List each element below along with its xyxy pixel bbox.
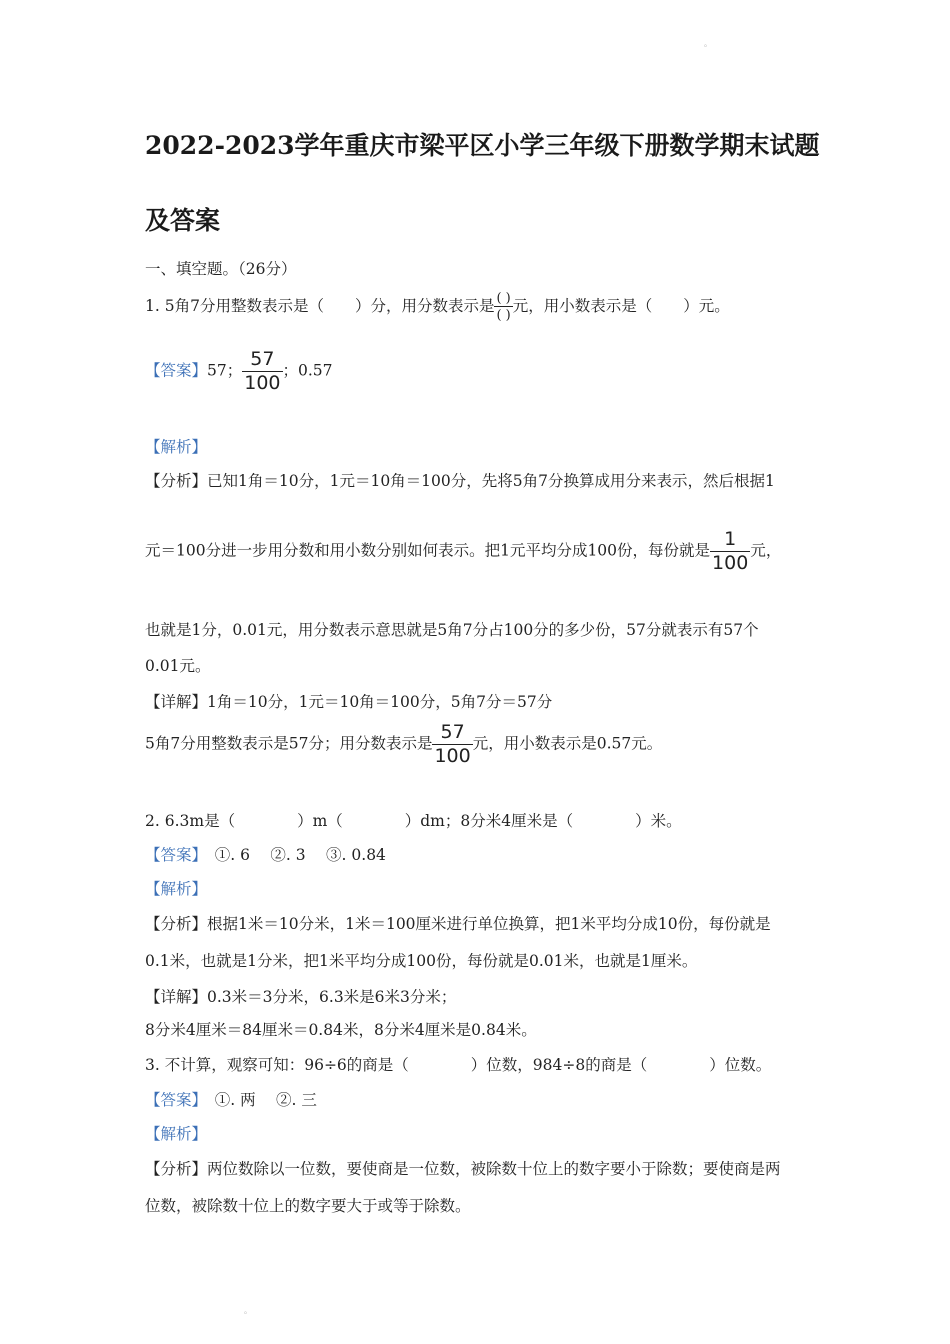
question-1-text-start: 1. 5角7分用整数表示是（ ）分，用分数表示是: [145, 297, 495, 315]
question-1: [145, 292, 730, 322]
fenxi-tag: 【分析】: [145, 472, 208, 490]
fenxi-text: 已知1角＝10分，1元＝10角＝100分，先将5角7分换算成用分来表示，然后根据1: [207, 472, 775, 490]
blank-numerator: ( ): [496, 291, 511, 306]
blank-fraction: [494, 292, 512, 322]
detail-text: 5角7分用整数表示是57分；用分数表示是: [145, 734, 433, 753]
fenxi-1-line2: [145, 530, 781, 573]
top-dot: 。: [704, 39, 712, 48]
detail-fraction: [432, 723, 472, 766]
fraction-denominator: 100: [244, 372, 281, 394]
fenxi-3-line2: 位数，被除数十位上的数字要大于或等于除数。: [145, 1197, 471, 1215]
fraction-numerator: 57: [432, 723, 472, 745]
page-title-line2: 及答案: [145, 206, 221, 235]
fenxi-2-line2: 0.1米，也就是1分米，把1米平均分成100份，每份就是0.01米，也就是1厘米。: [145, 952, 698, 970]
fenxi-tag: 【分析】: [145, 1160, 208, 1178]
detail-tag: 【详解】: [145, 988, 208, 1006]
bottom-dot: 。: [244, 1306, 252, 1315]
answer-1: [145, 350, 333, 393]
answer-1-int: 57；: [207, 361, 243, 380]
detail-2-line2: 8分米4厘米＝84厘米＝0.84米，8分米4厘米是0.84米。: [145, 1021, 537, 1039]
page-title-line1: 2022-2023学年重庆市梁平区小学三年级下册数学期末试题: [145, 131, 820, 160]
fenxi-text: 两位数除以一位数，要使商是一位数，被除数十位上的数字要小于除数；要使商是两: [207, 1160, 781, 1178]
question-1-text-end: 元，用小数表示是（ ）元。: [512, 297, 730, 315]
analysis-tag-2: 【解析】: [145, 880, 208, 898]
answer-text: ①. 6 ②. 3 ③. 0.84: [199, 846, 386, 864]
blank-denominator: ( ): [496, 308, 511, 323]
answer-3: [145, 1090, 317, 1110]
fenxi-text: 根据1米＝10分米，1米＝100厘米进行单位换算，把1米平均分成10份，每份就是: [207, 915, 771, 933]
fenxi-3-line1: [145, 1159, 781, 1179]
answer-1-decimal: ；0.57: [282, 361, 333, 380]
detail-2-line1: [145, 987, 456, 1007]
answer-text: ①. 两 ②. 三: [199, 1091, 317, 1109]
detail-text: 1角＝10分，1元＝10角＝100分，5角7分＝57分: [207, 693, 553, 711]
detail-text: 元，用小数表示是0.57元。: [472, 734, 663, 753]
section-heading: 一、填空题。（26分）: [145, 260, 297, 278]
fraction-numerator: 57: [242, 350, 282, 372]
fraction-denominator: 100: [434, 745, 471, 767]
fenxi-1-line3: 也就是1分，0.01元，用分数表示意思就是5角7分占100分的多少份，57分就表示有57个: [145, 621, 759, 639]
answer-2: [145, 845, 386, 865]
one-hundredth-fraction: [710, 530, 750, 573]
fraction-denominator: 100: [712, 552, 749, 574]
fenxi-1-line1: [145, 471, 775, 491]
answer-tag: 【答案】: [145, 846, 200, 864]
fraction-numerator: 1: [710, 530, 750, 552]
fenxi-text: 元＝100分进一步用分数和用小数分别如何表示。把1元平均分成100份，每份就是: [145, 541, 711, 560]
detail-1-line2: [145, 723, 662, 766]
detail-1-line1: [145, 692, 552, 712]
fenxi-1-line4: 0.01元。: [145, 657, 211, 675]
fenxi-2-line1: [145, 914, 771, 934]
analysis-tag-3: 【解析】: [145, 1125, 208, 1143]
answer-1-fraction: [242, 350, 282, 393]
analysis-tag-1: 【解析】: [145, 438, 208, 456]
detail-tag: 【详解】: [145, 693, 208, 711]
answer-tag: 【答案】: [145, 1091, 200, 1109]
fenxi-tag: 【分析】: [145, 915, 208, 933]
question-3: 3. 不计算，观察可知：96÷6的商是（ ）位数，984÷8的商是（ ）位数。: [145, 1056, 772, 1074]
answer-tag: 【答案】: [145, 361, 208, 380]
detail-text: 0.3米＝3分米，6.3米是6米3分米；: [207, 988, 457, 1006]
question-2: 2. 6.3m是（ ）m（ ）dm；8分米4厘米是（ ）米。: [145, 812, 682, 830]
fenxi-text: 元，: [750, 541, 782, 560]
